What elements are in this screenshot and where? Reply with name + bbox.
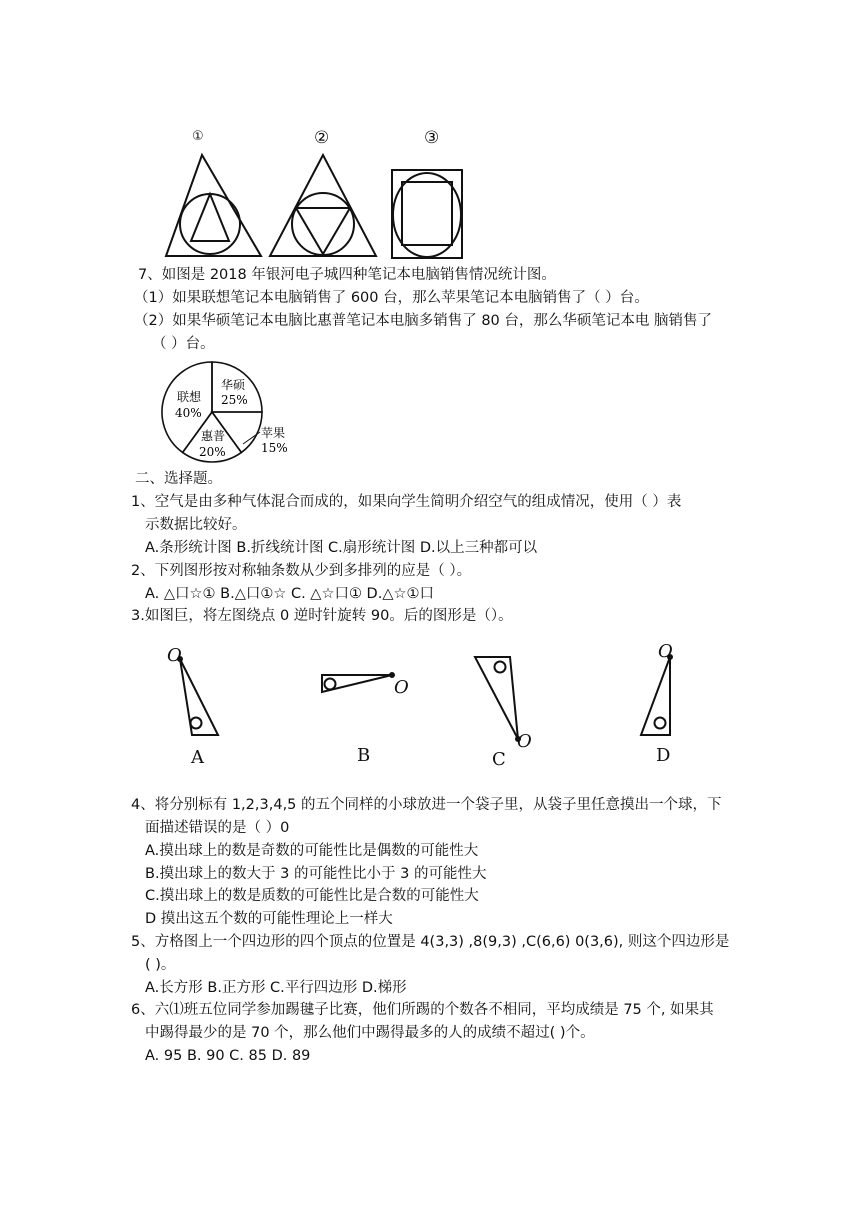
q3-point-o-b: O (394, 677, 409, 698)
q3-point-o-c: O (517, 731, 532, 752)
q2-stem: 2、下列图形按对称轴条数从少到多排列的应是（ ）。 (131, 563, 472, 579)
q7-sub2-line2: （ ）台。 (152, 336, 215, 352)
q3-option-d-triangle (641, 655, 672, 735)
q6-options: A. 95 B. 90 C. 85 D. 89 (145, 1048, 311, 1064)
q3-stem: 3.如图巨，将左图绕点 0 逆时针旋转 90。后的图形是（）。 (131, 608, 513, 624)
pie-label-huashuo-pct: 25% (221, 393, 248, 407)
section2-heading: 二、选择题。 (135, 471, 222, 487)
geometry-figures (160, 150, 480, 262)
q7-stem: 7、如图是 2018 年银河电子城四种笔记本电脑销售情况统计图。 (138, 267, 556, 283)
figure-3-square-circle-square (392, 170, 462, 258)
q7-sub1: （1）如果联想笔记本电脑销售了 600 台，那么苹果笔记本电脑销售了（ ）台。 (134, 290, 649, 306)
q5-options: A.长方形 B.正方形 C.平行四边形 D.梯形 (145, 980, 407, 996)
q6-line1: 6、六⑴班五位同学参加踢毽子比赛，他们所踢的个数各不相同，平均成绩是 75 个, 如果其 (131, 1002, 714, 1018)
q7-sub2-line1: （2）如果华硕笔记本电脑比惠普笔记本电脑多销售了 80 台，那么华硕笔记本电 脑销售了 (134, 313, 712, 329)
pie-label-huipu: 惠普 (201, 429, 226, 443)
pie-label-pingguo-pct: 15% (261, 441, 288, 455)
q3-point-o-original: O (167, 645, 182, 666)
figure-label-2: ② (314, 128, 330, 148)
q4-option-a: A.摸出球上的数是奇数的可能性比是偶数的可能性大 (145, 843, 479, 859)
pie-label-pingguo: 苹果 (261, 426, 286, 440)
q4-option-c: C.摸出球上的数是质数的可能性比是合数的可能性大 (145, 888, 479, 904)
pie-chart-svg (155, 358, 305, 468)
q3-option-b-triangle (322, 673, 394, 692)
q1-line1: 1、空气是由多种气体混合而成的，如果向学生简明介绍空气的组成情况，使用（ ）表 (131, 494, 682, 510)
q4-option-d: D 摸出这五个数的可能性理论上一样大 (145, 911, 393, 927)
pie-label-lianxiang: 联想 (177, 390, 202, 404)
q3-option-c-label: C (492, 749, 506, 770)
figure-2-triangle-circle-inverted-triangle (270, 155, 376, 256)
figure-label-3: ③ (424, 128, 440, 148)
figure-label-1: ① (192, 129, 204, 144)
q2-options: A. △口☆① B.△口①☆ C. △☆口① D.△☆①口 (145, 586, 434, 602)
q1-line2: 示数据比较好。 (145, 517, 247, 533)
pie-chart (155, 358, 305, 468)
q3-original-triangle (178, 657, 218, 735)
pie-label-lianxiang-pct: 40% (175, 406, 202, 420)
q3-point-o-d: O (658, 641, 673, 662)
q5-line2: ( )。 (145, 957, 176, 973)
pie-label-huipu-pct: 20% (199, 445, 226, 459)
q4-line1: 4、将分别标有 1,2,3,4,5 的五个同样的小球放进一个袋子里，从袋子里任意摸出一个球，下 (131, 797, 722, 813)
pie-label-huashuo: 华硕 (221, 378, 246, 392)
q4-option-b: B.摸出球上的数大于 3 的可能性比小于 3 的可能性大 (145, 866, 487, 882)
figure-1-triangle-circle-triangle (166, 155, 261, 256)
q3-option-c-triangle (475, 657, 520, 741)
q1-options: A.条形统计图 B.折线统计图 C.扇形统计图 D.以上三种都可以 (145, 540, 538, 556)
q5-line1: 5、方格图上一个四边形的四个顶点的位置是 4(3,3) ,8(9,3) ,C(6,6) 0(3,6), 则这个四边形是 (131, 934, 730, 950)
q4-line2: 面描述错误的是（ ）0 (145, 820, 290, 836)
q6-line2: 中踢得最少的是 70 个，那么他们中踢得最多的人的成绩不超过( )个。 (145, 1025, 595, 1041)
q3-option-a-label: A (191, 747, 204, 768)
q3-option-d-label: D (656, 745, 671, 766)
q3-option-b-label: B (357, 745, 371, 766)
q3-figures (150, 635, 710, 775)
